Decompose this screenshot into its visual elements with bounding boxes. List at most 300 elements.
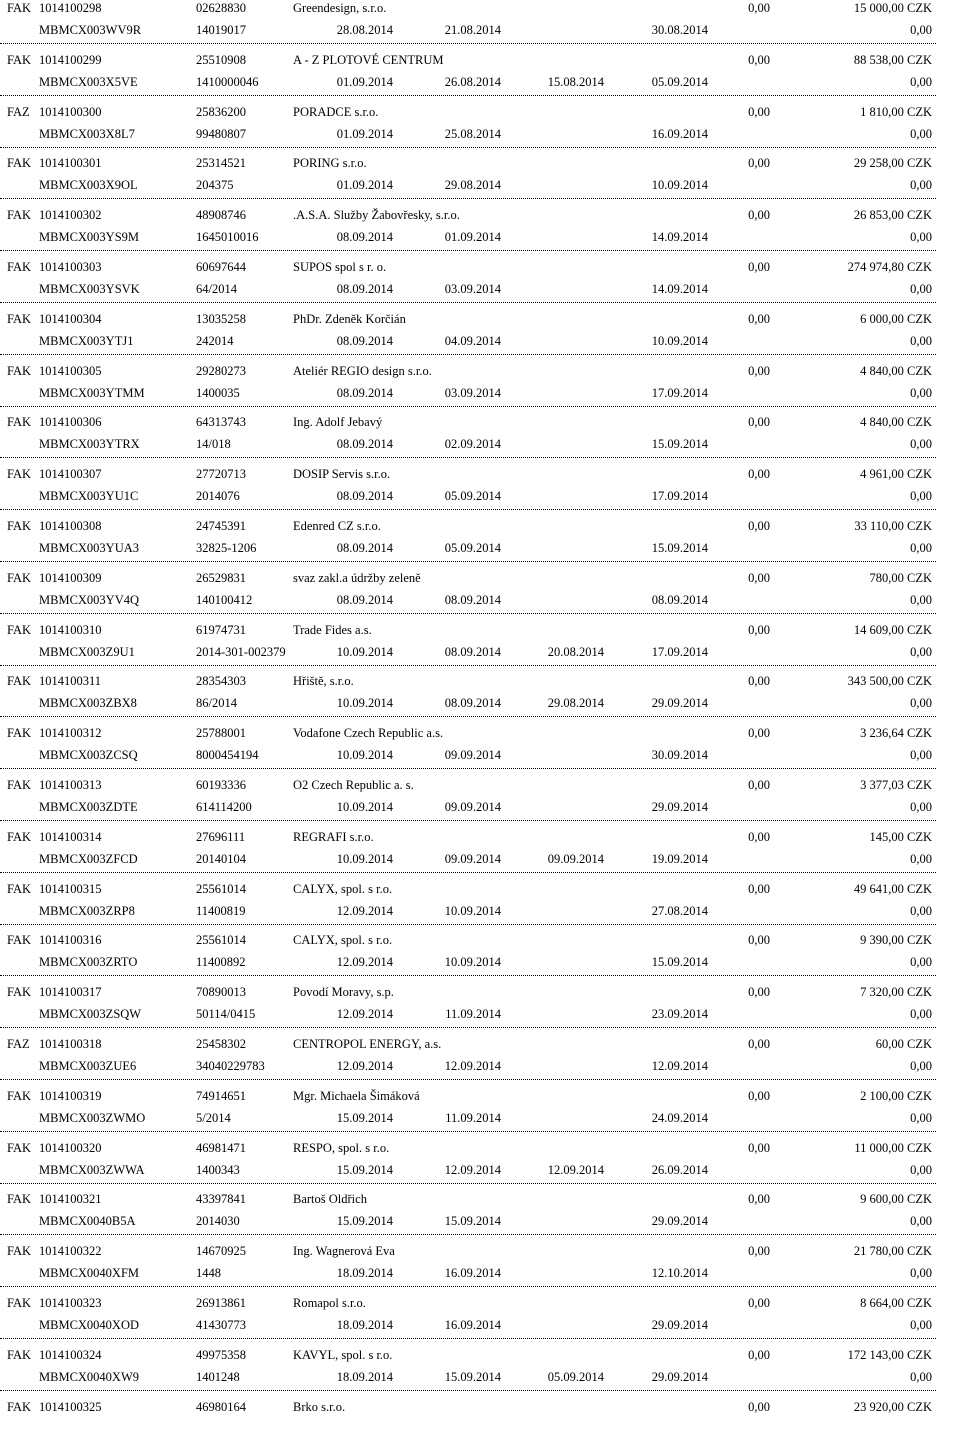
record-detail-line	[0, 1110, 960, 1126]
invoice-number: 1014100311	[39, 674, 102, 689]
invoice-record	[0, 1030, 960, 1082]
remaining-amount: 0,00	[910, 1317, 932, 1332]
partner-name: CALYX, spol. s r.o.	[293, 881, 393, 896]
issue-date: 01.09.2014	[336, 178, 393, 193]
remaining-amount: 0,00	[910, 799, 932, 814]
remaining-amount: 0,00	[910, 74, 932, 89]
invoice-number: 1014100314	[39, 829, 102, 844]
issue-date: 10.09.2014	[336, 851, 393, 866]
dotted-separator	[0, 820, 936, 821]
dotted-separator	[0, 665, 936, 666]
record-detail-line	[0, 1265, 960, 1281]
dotted-separator	[0, 975, 936, 976]
payment-date: 29.08.2014	[547, 696, 604, 711]
remaining-amount: 0,00	[910, 437, 932, 452]
total-amount: 4 840,00 CZK	[860, 415, 932, 430]
invoice-record	[0, 98, 960, 150]
invoice-number: 1014100301	[39, 156, 102, 171]
doc-type: FAK	[7, 1140, 32, 1155]
invoice-record	[0, 1082, 960, 1134]
doc-type: FAK	[7, 829, 32, 844]
record-header-line	[0, 777, 960, 793]
variable-symbol: MBMCX003YV4Q	[39, 592, 140, 607]
total-amount: 780,00 CZK	[869, 570, 932, 585]
invoice-record	[0, 926, 960, 978]
partner-name: Ateliér REGIO design s.r.o.	[293, 363, 432, 378]
invoice-record	[0, 564, 960, 616]
total-amount: 3 236,64 CZK	[860, 726, 932, 741]
invoice-record	[0, 823, 960, 875]
dotted-separator	[0, 250, 936, 251]
due-date: 27.08.2014	[651, 903, 708, 918]
paid-amount: 0,00	[748, 777, 770, 792]
total-amount: 9 390,00 CZK	[860, 933, 932, 948]
partner-ico: 25314521	[196, 156, 246, 171]
partner-name: Romapol s.r.o.	[293, 1295, 366, 1310]
record-detail-line	[0, 540, 960, 556]
partner-name: Trade Fides a.s.	[293, 622, 372, 637]
paid-amount: 0,00	[748, 363, 770, 378]
issue-date: 15.09.2014	[336, 1214, 393, 1229]
record-detail-line	[0, 333, 960, 349]
issue-date: 10.09.2014	[336, 644, 393, 659]
paid-amount: 0,00	[748, 311, 770, 326]
paid-amount: 0,00	[748, 829, 770, 844]
tax-date: 02.09.2014	[444, 437, 501, 452]
remaining-amount: 0,00	[910, 644, 932, 659]
partner-ico: 61974731	[196, 622, 246, 637]
record-detail-line	[0, 1006, 960, 1022]
partner-ico: 26529831	[196, 570, 246, 585]
doc-type: FAK	[7, 674, 32, 689]
due-date: 30.09.2014	[651, 748, 708, 763]
tax-date: 25.08.2014	[444, 126, 501, 141]
invoice-number: 1014100300	[39, 104, 102, 119]
partner-ico: 25836200	[196, 104, 246, 119]
invoice-number: 1014100323	[39, 1295, 102, 1310]
invoice-number: 1014100304	[39, 311, 102, 326]
document-number: 140100412	[196, 592, 253, 607]
invoice-record	[0, 305, 960, 357]
tax-date: 04.09.2014	[444, 333, 501, 348]
issue-date: 28.08.2014	[336, 23, 393, 37]
doc-type: FAK	[7, 1347, 32, 1362]
partner-name: Ing. Wagnerová Eva	[293, 1244, 395, 1259]
invoice-record	[0, 1341, 960, 1393]
invoice-record	[0, 408, 960, 460]
issue-date: 10.09.2014	[336, 748, 393, 763]
total-amount: 60,00 CZK	[875, 1036, 932, 1051]
document-number: 1401248	[196, 1369, 240, 1384]
total-amount: 172 143,00 CZK	[847, 1347, 932, 1362]
invoice-number: 1014100319	[39, 1088, 102, 1103]
record-header-line	[0, 984, 960, 1000]
variable-symbol: MBMCX003ZRP8	[39, 903, 135, 918]
total-amount: 21 780,00 CZK	[853, 1244, 932, 1259]
tax-date: 08.09.2014	[444, 592, 501, 607]
remaining-amount: 0,00	[910, 1110, 932, 1125]
partner-name: Greendesign, s.r.o.	[293, 1, 387, 15]
partner-ico: 25788001	[196, 726, 246, 741]
partner-name: Mgr. Michaela Šimáková	[293, 1088, 420, 1103]
tax-date: 10.09.2014	[444, 955, 501, 970]
remaining-amount: 0,00	[910, 281, 932, 296]
partner-ico: 27696111	[196, 829, 246, 844]
document-number: 64/2014	[196, 281, 237, 296]
invoice-number: 1014100303	[39, 259, 102, 274]
remaining-amount: 0,00	[910, 592, 932, 607]
doc-type: FAK	[7, 1192, 32, 1207]
payment-date: 09.09.2014	[547, 851, 604, 866]
document-number: 242014	[196, 333, 234, 348]
remaining-amount: 0,00	[910, 1058, 932, 1073]
invoice-record	[0, 1393, 960, 1444]
issue-date: 08.09.2014	[336, 437, 393, 452]
document-number: 41430773	[196, 1317, 246, 1332]
invoice-number: 1014100302	[39, 208, 102, 223]
partner-ico: 25561014	[196, 881, 246, 896]
tax-date: 11.09.2014	[445, 1007, 501, 1022]
document-number: 11400892	[196, 955, 246, 970]
issue-date: 08.09.2014	[336, 281, 393, 296]
tax-date: 11.09.2014	[445, 1110, 501, 1125]
payment-date: 12.09.2014	[547, 1162, 604, 1177]
partner-name: KAVYL, spol. s r.o.	[293, 1347, 393, 1362]
invoice-record	[0, 616, 960, 668]
partner-ico: 14670925	[196, 1244, 246, 1259]
payment-date: 05.09.2014	[547, 1369, 604, 1384]
remaining-amount: 0,00	[910, 489, 932, 504]
record-detail-line	[0, 488, 960, 504]
partner-ico: 29280273	[196, 363, 246, 378]
record-detail-line	[0, 592, 960, 608]
tax-date: 05.09.2014	[444, 540, 501, 555]
partner-name: Brko s.r.o.	[293, 1399, 346, 1414]
document-number: 2014030	[196, 1214, 240, 1229]
invoice-record	[0, 201, 960, 253]
partner-ico: 24745391	[196, 518, 246, 533]
due-date: 29.09.2014	[651, 1214, 708, 1229]
variable-symbol: MBMCX003ZBX8	[39, 696, 137, 711]
record-detail-line	[0, 229, 960, 245]
remaining-amount: 0,00	[910, 126, 932, 141]
invoice-number: 1014100299	[39, 52, 102, 67]
record-header-line	[0, 207, 960, 223]
record-detail-line	[0, 644, 960, 660]
doc-type: FAK	[7, 467, 32, 482]
invoice-number: 1014100307	[39, 467, 102, 482]
remaining-amount: 0,00	[910, 748, 932, 763]
partner-ico: 43397841	[196, 1192, 246, 1207]
due-date: 14.09.2014	[651, 230, 708, 245]
variable-symbol: MBMCX003Z9U1	[39, 644, 135, 659]
record-detail-line	[0, 1162, 960, 1178]
invoice-number: 1014100317	[39, 985, 102, 1000]
record-header-line	[0, 104, 960, 120]
document-number: 1410000046	[196, 74, 259, 89]
remaining-amount: 0,00	[910, 540, 932, 555]
paid-amount: 0,00	[748, 622, 770, 637]
tax-date: 12.09.2014	[444, 1058, 501, 1073]
remaining-amount: 0,00	[910, 851, 932, 866]
paid-amount: 0,00	[748, 1347, 770, 1362]
due-date: 08.09.2014	[651, 592, 708, 607]
dotted-separator	[0, 768, 936, 769]
doc-type: FAZ	[7, 104, 30, 119]
partner-ico: 48908746	[196, 208, 246, 223]
due-date: 17.09.2014	[651, 385, 708, 400]
paid-amount: 0,00	[748, 1, 770, 15]
variable-symbol: MBMCX0040B5A	[39, 1214, 136, 1229]
due-date: 29.09.2014	[651, 696, 708, 711]
remaining-amount: 0,00	[910, 230, 932, 245]
tax-date: 16.09.2014	[444, 1266, 501, 1281]
variable-symbol: MBMCX003YTJ1	[39, 333, 134, 348]
total-amount: 29 258,00 CZK	[853, 156, 932, 171]
record-header-line	[0, 1140, 960, 1156]
paid-amount: 0,00	[748, 933, 770, 948]
partner-ico: 49975358	[196, 1347, 246, 1362]
due-date: 26.09.2014	[651, 1162, 708, 1177]
partner-name: .A.S.A. Služby Žabovřesky, s.r.o.	[293, 208, 460, 223]
remaining-amount: 0,00	[910, 385, 932, 400]
record-header-line	[0, 1347, 960, 1363]
record-detail-line	[0, 747, 960, 763]
total-amount: 2 100,00 CZK	[860, 1088, 932, 1103]
tax-date: 08.09.2014	[444, 696, 501, 711]
record-header-line	[0, 673, 960, 689]
record-detail-line	[0, 1213, 960, 1229]
document-number: 32825-1206	[196, 540, 257, 555]
total-amount: 11 000,00 CZK	[854, 1140, 932, 1155]
invoice-record	[0, 1237, 960, 1289]
tax-date: 15.09.2014	[444, 1214, 501, 1229]
partner-name: Ing. Adolf Jebavý	[293, 415, 383, 430]
invoice-record	[0, 1289, 960, 1341]
invoice-record	[0, 253, 960, 305]
document-number: 11400819	[196, 903, 246, 918]
record-header-line	[0, 1243, 960, 1259]
invoice-number: 1014100316	[39, 933, 102, 948]
remaining-amount: 0,00	[910, 1369, 932, 1384]
due-date: 15.09.2014	[651, 437, 708, 452]
invoice-number: 1014100309	[39, 570, 102, 585]
doc-type: FAK	[7, 518, 32, 533]
doc-type: FAK	[7, 1, 32, 15]
invoice-number: 1014100310	[39, 622, 102, 637]
variable-symbol: MBMCX003ZDTE	[39, 799, 138, 814]
invoice-number: 1014100324	[39, 1347, 102, 1362]
due-date: 10.09.2014	[651, 333, 708, 348]
issue-date: 10.09.2014	[336, 799, 393, 814]
tax-date: 09.09.2014	[444, 748, 501, 763]
doc-type: FAK	[7, 156, 32, 171]
document-number: 2014-301-002379	[196, 644, 286, 659]
document-number: 20140104	[196, 851, 246, 866]
remaining-amount: 0,00	[910, 1214, 932, 1229]
dotted-separator	[0, 95, 936, 96]
variable-symbol: MBMCX003ZUE6	[39, 1058, 137, 1073]
tax-date: 12.09.2014	[444, 1162, 501, 1177]
tax-date: 08.09.2014	[444, 644, 501, 659]
dotted-separator	[0, 302, 936, 303]
remaining-amount: 0,00	[910, 1007, 932, 1022]
partner-ico: 60697644	[196, 259, 246, 274]
document-number: 86/2014	[196, 696, 237, 711]
partner-ico: 64313743	[196, 415, 246, 430]
issue-date: 01.09.2014	[336, 126, 393, 141]
doc-type: FAK	[7, 726, 32, 741]
paid-amount: 0,00	[748, 985, 770, 1000]
record-header-line	[0, 414, 960, 430]
invoice-record	[0, 1134, 960, 1186]
invoice-number: 1014100305	[39, 363, 102, 378]
record-detail-line	[0, 1369, 960, 1385]
invoice-number: 1014100315	[39, 881, 102, 896]
document-number: 14019017	[196, 23, 246, 37]
total-amount: 6 000,00 CZK	[860, 311, 932, 326]
paid-amount: 0,00	[748, 52, 770, 67]
record-header-line	[0, 1088, 960, 1104]
issue-date: 18.09.2014	[336, 1317, 393, 1332]
invoice-number: 1014100322	[39, 1244, 102, 1259]
partner-ico: 25561014	[196, 933, 246, 948]
partner-ico: 13035258	[196, 311, 246, 326]
doc-type: FAK	[7, 1244, 32, 1259]
total-amount: 23 920,00 CZK	[853, 1399, 932, 1414]
dotted-separator	[0, 406, 936, 407]
dotted-separator	[0, 354, 936, 355]
dotted-separator	[0, 1286, 936, 1287]
paid-amount: 0,00	[748, 1192, 770, 1207]
record-detail-line	[0, 385, 960, 401]
invoice-record	[0, 460, 960, 512]
partner-name: SUPOS spol s r. o.	[293, 259, 387, 274]
paid-amount: 0,00	[748, 259, 770, 274]
invoice-number: 1014100308	[39, 518, 102, 533]
issue-date: 12.09.2014	[336, 903, 393, 918]
record-detail-line	[0, 126, 960, 142]
total-amount: 15 000,00 CZK	[853, 1, 932, 15]
dotted-separator	[0, 1027, 936, 1028]
issue-date: 08.09.2014	[336, 540, 393, 555]
record-detail-line	[0, 1317, 960, 1333]
invoice-record	[0, 978, 960, 1030]
total-amount: 8 664,00 CZK	[860, 1295, 932, 1310]
invoice-record	[0, 46, 960, 98]
due-date: 15.09.2014	[651, 955, 708, 970]
record-header-line	[0, 1191, 960, 1207]
issue-date: 01.09.2014	[336, 74, 393, 89]
tax-date: 15.09.2014	[444, 1369, 501, 1384]
record-detail-line	[0, 436, 960, 452]
remaining-amount: 0,00	[910, 333, 932, 348]
record-detail-line	[0, 851, 960, 867]
dotted-separator	[0, 43, 936, 44]
record-header-line	[0, 829, 960, 845]
doc-type: FAK	[7, 881, 32, 896]
record-header-line	[0, 1036, 960, 1052]
variable-symbol: MBMCX0040XOD	[39, 1317, 140, 1332]
partner-ico: 25458302	[196, 1036, 246, 1051]
record-header-line	[0, 881, 960, 897]
dotted-separator	[0, 561, 936, 562]
document-number: 34040229783	[196, 1058, 265, 1073]
record-header-line	[0, 466, 960, 482]
total-amount: 274 974,80 CZK	[847, 259, 932, 274]
variable-symbol: MBMCX003WV9R	[39, 23, 142, 37]
variable-symbol: MBMCX003ZCSQ	[39, 748, 138, 763]
issue-date: 08.09.2014	[336, 385, 393, 400]
issue-date: 12.09.2014	[336, 955, 393, 970]
invoice-number: 1014100312	[39, 726, 102, 741]
paid-amount: 0,00	[748, 1295, 770, 1310]
document-number: 50114/0415	[196, 1007, 256, 1022]
due-date: 12.10.2014	[651, 1266, 708, 1281]
due-date: 05.09.2014	[651, 74, 708, 89]
due-date: 17.09.2014	[651, 489, 708, 504]
invoice-number: 1014100325	[39, 1399, 102, 1414]
variable-symbol: MBMCX003X5VE	[39, 74, 138, 89]
doc-type: FAK	[7, 52, 32, 67]
total-amount: 145,00 CZK	[869, 829, 932, 844]
invoice-number: 1014100318	[39, 1036, 102, 1051]
partner-name: PORING s.r.o.	[293, 156, 367, 171]
dotted-separator	[0, 924, 936, 925]
partner-name: Vodafone Czech Republic a.s.	[293, 726, 444, 741]
record-header-line	[0, 570, 960, 586]
remaining-amount: 0,00	[910, 23, 932, 37]
doc-type: FAK	[7, 985, 32, 1000]
tax-date: 01.09.2014	[444, 230, 501, 245]
issue-date: 12.09.2014	[336, 1058, 393, 1073]
dotted-separator	[0, 1079, 936, 1080]
record-header-line	[0, 1295, 960, 1311]
partner-name: RESPO, spol. s r.o.	[293, 1140, 390, 1155]
total-amount: 26 853,00 CZK	[853, 208, 932, 223]
total-amount: 7 320,00 CZK	[860, 985, 932, 1000]
partner-ico: 25510908	[196, 52, 246, 67]
doc-type: FAK	[7, 415, 32, 430]
issue-date: 08.09.2014	[336, 489, 393, 504]
variable-symbol: MBMCX003X8L7	[39, 126, 135, 141]
due-date: 29.09.2014	[651, 1369, 708, 1384]
issue-date: 12.09.2014	[336, 1007, 393, 1022]
partner-name: A - Z PLOTOVÉ CENTRUM	[293, 52, 444, 67]
paid-amount: 0,00	[748, 467, 770, 482]
record-header-line	[0, 155, 960, 171]
variable-symbol: MBMCX003ZFCD	[39, 851, 138, 866]
variable-symbol: MBMCX003YU1C	[39, 489, 139, 504]
record-header-line	[0, 363, 960, 379]
total-amount: 49 641,00 CZK	[853, 881, 932, 896]
doc-type: FAK	[7, 311, 32, 326]
due-date: 10.09.2014	[651, 178, 708, 193]
total-amount: 343 500,00 CZK	[847, 674, 932, 689]
record-detail-line	[0, 799, 960, 815]
paid-amount: 0,00	[748, 104, 770, 119]
doc-type: FAK	[7, 259, 32, 274]
record-header-line	[0, 1399, 960, 1415]
invoice-record	[0, 512, 960, 564]
paid-amount: 0,00	[748, 518, 770, 533]
invoice-record	[0, 875, 960, 927]
invoice-record	[0, 667, 960, 719]
issue-date: 18.09.2014	[336, 1266, 393, 1281]
dotted-separator	[0, 147, 936, 148]
paid-amount: 0,00	[748, 726, 770, 741]
partner-name: REGRAFI s.r.o.	[293, 829, 374, 844]
